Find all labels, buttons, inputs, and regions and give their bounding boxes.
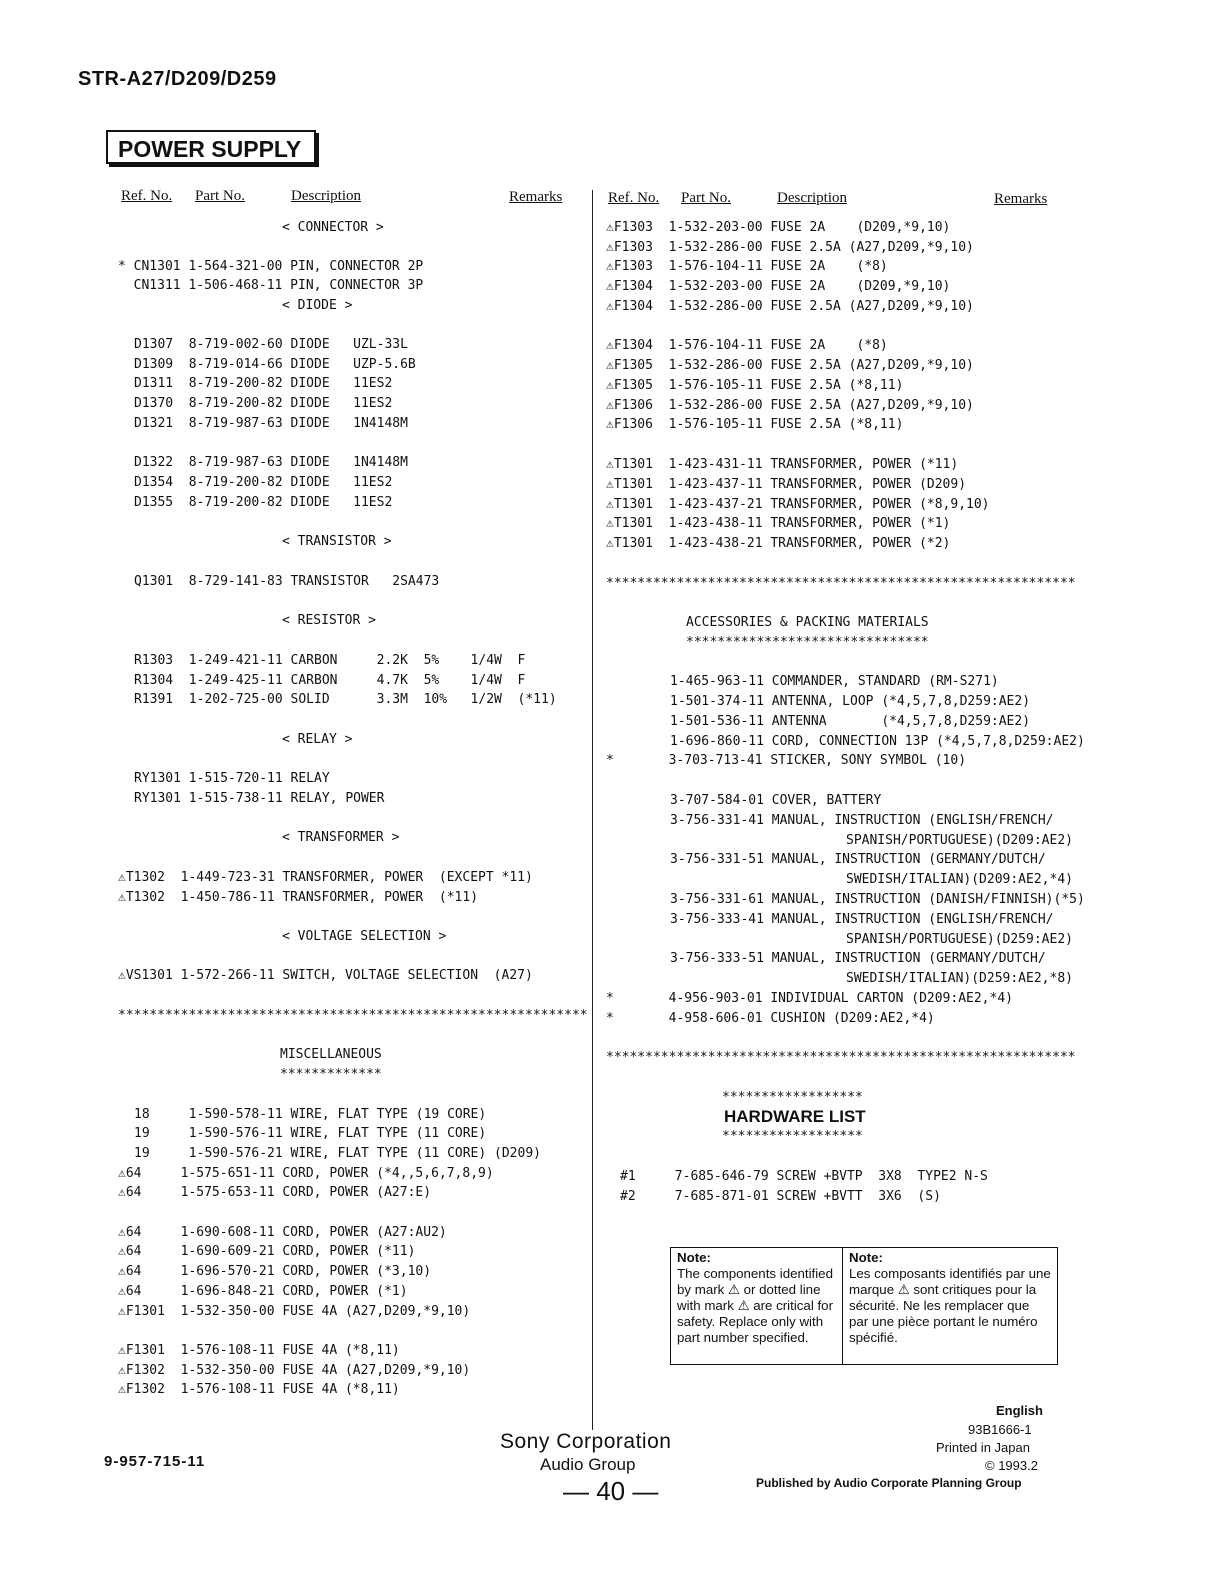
parts-list-row: CN1311 1-506-468-11 PIN, CONNECTOR 3P <box>118 278 424 293</box>
parts-list-row: D1370 8-719-200-82 DIODE 11ES2 <box>134 396 393 411</box>
parts-list-row: SWEDISH/ITALIAN)(D259:AE2,*8) <box>846 971 1073 986</box>
parts-list-row: 3-756-331-41 MANUAL, INSTRUCTION (ENGLISH/FRENCH/ <box>670 813 1054 828</box>
parts-list-row: D1307 8-719-002-60 DIODE UZL-33L <box>134 337 408 352</box>
parts-list-row: < TRANSISTOR > <box>282 534 392 549</box>
parts-list-row: R1304 1-249-425-11 CARBON 4.7K 5% 1/4W F <box>134 673 526 688</box>
parts-list-row: ⚠T1302 1-450-786-11 TRANSFORMER, POWER (*11) <box>118 890 479 905</box>
note-title-fr: Note: <box>849 1250 883 1265</box>
parts-list-row: ************************************************************ <box>118 1008 588 1023</box>
parts-list-row: SPANISH/PORTUGUESE)(D209:AE2) <box>846 833 1073 848</box>
parts-list-row: Q1301 8-729-141-83 TRANSISTOR 2SA473 <box>134 574 440 589</box>
parts-list-row: ⚠F1306 1-576-105-11 FUSE 2.5A (*8,11) <box>606 417 904 432</box>
parts-list-row: ⚠F1301 1-532-350-00 FUSE 4A (A27,D209,*9,10) <box>118 1304 471 1319</box>
parts-list-row: 18 1-590-578-11 WIRE, FLAT TYPE (19 CORE) <box>134 1107 487 1122</box>
parts-list-row: D1355 8-719-200-82 DIODE 11ES2 <box>134 495 393 510</box>
parts-list-row: 1-696-860-11 CORD, CONNECTION 13P (*4,5,7,8,D259:AE2) <box>670 734 1085 749</box>
parts-list-row: ⚠T1301 1-423-438-21 TRANSFORMER, POWER (*2) <box>606 536 951 551</box>
audio-group: Audio Group <box>540 1455 636 1474</box>
doc-number: 9-957-715-11 <box>104 1453 206 1470</box>
parts-list-row: ⚠64 1-696-570-21 CORD, POWER (*3,10) <box>118 1264 432 1279</box>
parts-list-row: ⚠T1301 1-423-437-21 TRANSFORMER, POWER (*8,9,10) <box>606 497 990 512</box>
parts-list-row: D1322 8-719-987-63 DIODE 1N4148M <box>134 455 408 470</box>
parts-list-row: SWEDISH/ITALIAN)(D209:AE2,*4) <box>846 872 1073 887</box>
header-desc-left: Description <box>291 188 361 204</box>
safety-note-box <box>670 1247 1058 1365</box>
parts-list-row: < RELAY > <box>282 732 353 747</box>
parts-list-row: ⚠F1304 1-576-104-11 FUSE 2A (*8) <box>606 338 888 353</box>
parts-list-row: ⚠F1303 1-532-286-00 FUSE 2.5A (A27,D209,*9,10) <box>606 240 974 255</box>
header-ref-left: Ref. No. <box>121 188 173 204</box>
parts-list-row: RY1301 1-515-720-11 RELAY <box>134 771 330 786</box>
parts-list-row: ⚠T1301 1-423-437-11 TRANSFORMER, POWER (D209) <box>606 477 967 492</box>
parts-list-row: ⚠F1303 1-576-104-11 FUSE 2A (*8) <box>606 259 888 274</box>
parts-list-row: ⚠F1306 1-532-286-00 FUSE 2.5A (A27,D209,*9,10) <box>606 398 974 413</box>
parts-list-row: < CONNECTOR > <box>282 220 384 235</box>
section-title: POWER SUPPLY <box>106 130 316 164</box>
parts-list-row: SPANISH/PORTUGUESE)(D259:AE2) <box>846 932 1073 947</box>
header-ref-right: Ref. No. <box>608 190 660 206</box>
parts-list-row: ⚠T1301 1-423-431-11 TRANSFORMER, POWER (*11) <box>606 457 959 472</box>
parts-list-row: 3-756-331-51 MANUAL, INSTRUCTION (GERMANY/DUTCH/ <box>670 852 1046 867</box>
parts-list-row: R1303 1-249-421-11 CARBON 2.2K 5% 1/4W F <box>134 653 526 668</box>
parts-list-row: ⚠T1302 1-449-723-31 TRANSFORMER, POWER (EXCEPT *11) <box>118 870 533 885</box>
parts-list-row: * 4-958-606-01 CUSHION (D209:AE2,*4) <box>606 1011 935 1026</box>
parts-list-row: < TRANSFORMER > <box>282 830 400 845</box>
parts-list-row: ⚠F1304 1-532-203-00 FUSE 2A (D209,*9,10) <box>606 279 951 294</box>
parts-list-row: 19 1-590-576-11 WIRE, FLAT TYPE (11 CORE) <box>134 1126 487 1141</box>
parts-list-row: ⚠64 1-575-651-11 CORD, POWER (*4,,5,6,7,8,9) <box>118 1166 494 1181</box>
parts-list-row: < RESISTOR > <box>282 613 376 628</box>
parts-list-row: ⚠64 1-690-609-21 CORD, POWER (*11) <box>118 1244 416 1259</box>
parts-list-row: MISCELLANEOUS <box>280 1047 382 1062</box>
publisher: Published by Audio Corporate Planning Group <box>756 1476 1022 1490</box>
parts-list-row: 19 1-590-576-21 WIRE, FLAT TYPE (11 CORE) (D209) <box>134 1146 541 1161</box>
parts-list-row: ⚠VS1301 1-572-266-11 SWITCH, VOLTAGE SELECTION (A27) <box>118 968 533 983</box>
parts-list-row: 3-756-333-41 MANUAL, INSTRUCTION (ENGLISH/FRENCH/ <box>670 912 1054 927</box>
company-name: Sony Corporation <box>500 1430 672 1453</box>
safety-note-english <box>671 1248 843 1364</box>
parts-list-row: ⚠64 1-575-653-11 CORD, POWER (A27:E) <box>118 1185 432 1200</box>
parts-list-row: ACCESSORIES & PACKING MATERIALS <box>686 615 929 630</box>
page-number: — 40 — <box>563 1476 659 1506</box>
safety-note-french <box>843 1248 1057 1364</box>
parts-list-row: ⚠64 1-690-608-11 CORD, POWER (A27:AU2) <box>118 1225 447 1240</box>
parts-list-row: ****************** <box>722 1090 863 1105</box>
parts-list-row: 1-465-963-11 COMMANDER, STANDARD (RM-S271) <box>670 674 999 689</box>
parts-list-row: ******************************* <box>686 635 929 650</box>
parts-list-row: ************* <box>280 1067 382 1082</box>
parts-list-row: D1354 8-719-200-82 DIODE 11ES2 <box>134 475 393 490</box>
hardware-list-title: HARDWARE LIST <box>724 1107 866 1126</box>
parts-list-row: R1391 1-202-725-00 SOLID 3.3M 10% 1/2W (*11) <box>134 692 557 707</box>
parts-list-row: ************************************************************ <box>606 576 1076 591</box>
parts-list-row: RY1301 1-515-738-11 RELAY, POWER <box>134 791 385 806</box>
header-part-left: Part No. <box>195 188 245 204</box>
language: English <box>996 1403 1043 1418</box>
parts-list-row: * 4-956-903-01 INDIVIDUAL CARTON (D209:AE2,*4) <box>606 991 1013 1006</box>
parts-list-row: ⚠F1305 1-532-286-00 FUSE 2.5A (A27,D209,*9,10) <box>606 358 974 373</box>
parts-list-row: ⚠F1302 1-532-350-00 FUSE 4A (A27,D209,*9,10) <box>118 1363 471 1378</box>
parts-list-row: < VOLTAGE SELECTION > <box>282 929 447 944</box>
parts-list-row: #1 7-685-646-79 SCREW +BVTP 3X8 TYPE2 N-S <box>620 1169 988 1184</box>
note-title-en: Note: <box>677 1250 711 1265</box>
parts-list-row: 3-756-333-51 MANUAL, INSTRUCTION (GERMANY/DUTCH/ <box>670 951 1046 966</box>
header-desc-right: Description <box>777 190 847 206</box>
parts-list-row: * CN1301 1-564-321-00 PIN, CONNECTOR 2P <box>118 259 424 274</box>
parts-list-row: 3-756-331-61 MANUAL, INSTRUCTION (DANISH/FINNISH)(*5) <box>670 892 1085 907</box>
column-divider <box>592 190 593 1430</box>
parts-list-row: 1-501-374-11 ANTENNA, LOOP (*4,5,7,8,D259:AE2) <box>670 694 1031 709</box>
parts-list-row: ⚠F1301 1-576-108-11 FUSE 4A (*8,11) <box>118 1343 400 1358</box>
header-remarks-right: Remarks <box>994 191 1048 207</box>
catalog-code: 93B1666-1 <box>968 1422 1032 1437</box>
parts-list-row: < DIODE > <box>282 298 353 313</box>
parts-list-row: D1321 8-719-987-63 DIODE 1N4148M <box>134 416 408 431</box>
header-part-right: Part No. <box>681 190 731 206</box>
model-title: STR-A27/D209/D259 <box>78 68 277 90</box>
parts-list-row: ⚠F1304 1-532-286-00 FUSE 2.5A (A27,D209,*9,10) <box>606 299 974 314</box>
parts-list-row: * 3-703-713-41 STICKER, SONY SYMBOL (10) <box>606 753 967 768</box>
note-text-en: The components identified by mark ⚠ or dotted line with mark ⚠ are critical for safety. Replace only with part number specified. <box>677 1266 833 1345</box>
parts-list-row: ⚠F1302 1-576-108-11 FUSE 4A (*8,11) <box>118 1382 400 1397</box>
printed-in: Printed in Japan <box>936 1440 1030 1455</box>
copyright: © 1993.2 <box>985 1458 1038 1473</box>
parts-list-row: D1309 8-719-014-66 DIODE UZP-5.6B <box>134 357 416 372</box>
parts-list-row: ⚠64 1-696-848-21 CORD, POWER (*1) <box>118 1284 408 1299</box>
parts-list-row: #2 7-685-871-01 SCREW +BVTT 3X6 (S) <box>620 1189 941 1204</box>
parts-list-row: ****************** <box>722 1129 863 1144</box>
parts-list-row: ************************************************************ <box>606 1050 1076 1065</box>
note-text-fr: Les composants identifiés par une marque ⚠ sont critiques pour la sécurité. Ne les remplacer que par une pièce portant le numéro spécifié. <box>849 1266 1051 1345</box>
parts-list-row: ⚠T1301 1-423-438-11 TRANSFORMER, POWER (*1) <box>606 516 951 531</box>
parts-list-row: ⚠F1305 1-576-105-11 FUSE 2.5A (*8,11) <box>606 378 904 393</box>
parts-list-row: ⚠F1303 1-532-203-00 FUSE 2A (D209,*9,10) <box>606 220 951 235</box>
parts-list-row: D1311 8-719-200-82 DIODE 11ES2 <box>134 376 393 391</box>
parts-list-row: 3-707-584-01 COVER, BATTERY <box>670 793 882 808</box>
header-remarks-left: Remarks <box>509 189 563 205</box>
parts-list-row: 1-501-536-11 ANTENNA (*4,5,7,8,D259:AE2) <box>670 714 1031 729</box>
